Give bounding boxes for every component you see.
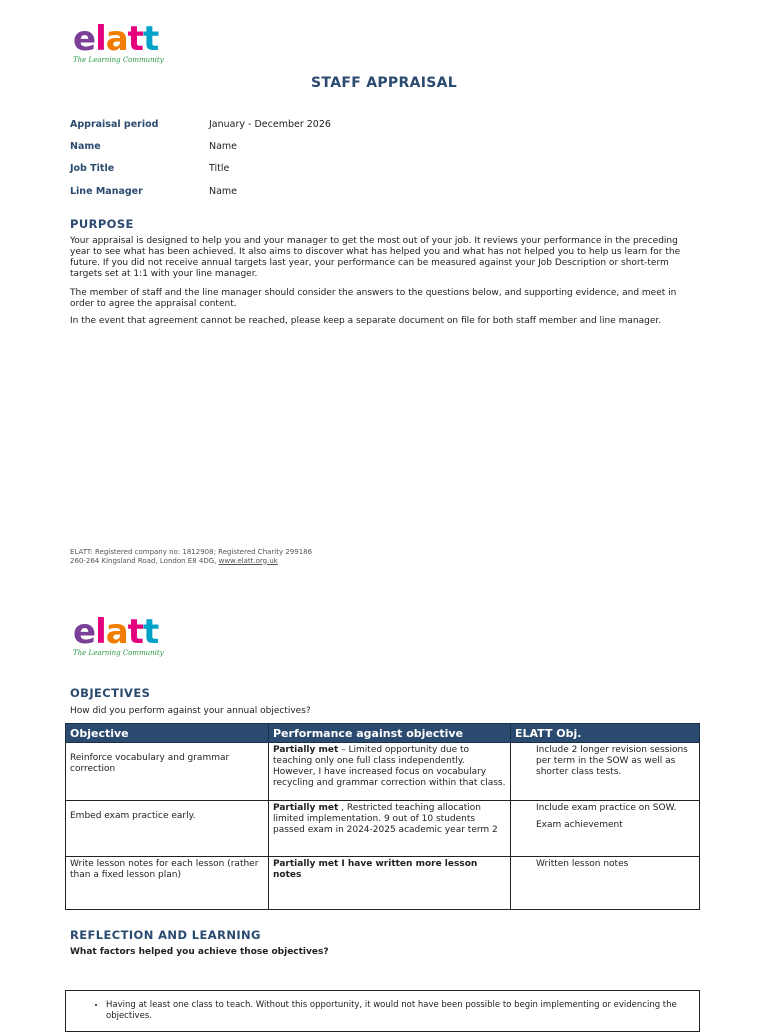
objectives-heading: OBJECTIVES [70, 686, 151, 700]
objective-cell: Write lesson notes for each lesson (rather than a fixed lesson plan) [66, 857, 269, 910]
page-title: STAFF APPRAISAL [311, 75, 457, 91]
logo-letter: t [142, 612, 159, 652]
table-row [66, 743, 700, 801]
objective-cell: Reinforce vocabulary and grammar correction [66, 743, 269, 801]
field-label-line-manager: Line Manager [70, 186, 143, 197]
elatt-cell [511, 857, 700, 910]
elatt-cell [511, 801, 700, 857]
logo-letter: t [142, 19, 159, 59]
purpose-paragraph-3: In the event that agreement cannot be reached, please keep a separate document on file for both staff member and line manager. [70, 316, 662, 326]
logo-tagline: The Learning Community [73, 56, 164, 64]
page-footer [70, 548, 312, 565]
performance-status: Partially met I have written more lesson notes [273, 859, 478, 880]
objectives-table [65, 723, 700, 910]
performance-status: Partially met [273, 745, 339, 755]
reflection-answer-box[interactable] [65, 990, 700, 1032]
elatt-logo-page2 [73, 612, 165, 663]
header-objective: Objective [66, 724, 269, 743]
logo-letter: t [127, 612, 143, 652]
logo-letter: a [105, 19, 128, 59]
table-row [66, 857, 700, 910]
field-value-appraisal-period: January - December 2026 [209, 119, 331, 130]
field-label-appraisal-period: Appraisal period [70, 119, 159, 130]
performance-cell [269, 801, 511, 857]
purpose-heading: PURPOSE [70, 217, 134, 231]
field-value-name: Name [209, 141, 238, 152]
logo-wordmark [73, 612, 165, 652]
objectives-question: How did you perform against your annual objectives? [70, 706, 311, 716]
list-item: • Having at least one class to teach. Without this opportunity, it would not have been possible to begin implementing or evidencing the objectives. [106, 1000, 699, 1022]
elatt-logo [73, 19, 165, 70]
field-label-job-title: Job Title [70, 163, 115, 174]
footer-registration: ELATT: Registered company no: 1812908; Registered Charity 299186 [70, 548, 313, 556]
field-value-line-manager: Name [209, 186, 238, 197]
header-elatt-obj: ELATT Obj. [511, 724, 700, 743]
reflection-bullet-list [66, 1000, 699, 1022]
reflection-heading: REFLECTION AND LEARNING [70, 928, 261, 942]
logo-tagline: The Learning Community [73, 649, 164, 657]
logo-letter: l [95, 612, 106, 652]
logo-letter: e [73, 612, 96, 652]
performance-cell [269, 743, 511, 801]
elatt-item: Include 2 longer revision sessions per term in the SOW as well as shorter class tests. [536, 745, 688, 777]
table-header-row [66, 724, 700, 743]
performance-detail: , Restricted teaching allocation limited implementation. 9 out of 10 students passed exam in 2024-2025 academic year term 2 [273, 803, 498, 835]
table-row [66, 801, 700, 857]
purpose-paragraph-1: Your appraisal is designed to help you and your manager to get the most out of your job. It reviews your performance in the preceding year to see what has been achieved. It also aims to discover what has helped you and what has not helped you to help us learn for the future. If you did not receive annual targets last year, your performance can be measured against your Job Description or short-term targets set at 1:1 with your line manager. [70, 236, 681, 279]
field-label-name: Name [70, 141, 101, 152]
logo-letter: t [127, 19, 143, 59]
footer-website-link[interactable]: www.elatt.org.uk [218, 556, 278, 565]
logo-letter: l [95, 19, 106, 59]
objective-cell: Embed exam practice early. [66, 801, 269, 857]
footer-address [70, 557, 312, 566]
footer-address-text: 260-264 Kingsland Road, London E8 4DG, [70, 556, 219, 565]
header-performance: Performance against objective [269, 724, 511, 743]
logo-wordmark [73, 19, 165, 59]
elatt-item: Exam achievement [536, 820, 623, 830]
elatt-item: Include exam practice on SOW. [536, 803, 677, 813]
performance-detail: – Limited opportunity due to teaching only one full class independently. However, I have increased focus on vocabulary recycling and grammar correction within that class. [273, 745, 506, 788]
elatt-item: Written lesson notes [536, 859, 629, 869]
field-value-job-title: Title [209, 163, 230, 174]
logo-letter: a [105, 612, 128, 652]
logo-letter: e [73, 19, 96, 59]
elatt-cell [511, 743, 700, 801]
performance-cell [269, 857, 511, 910]
reflection-question: What factors helped you achieve those objectives? [70, 947, 329, 957]
purpose-paragraph-2: The member of staff and the line manager should consider the answers to the questions below, and supporting evidence, and meet in order to agree the appraisal content. [70, 288, 677, 309]
performance-status: Partially met [273, 803, 339, 813]
